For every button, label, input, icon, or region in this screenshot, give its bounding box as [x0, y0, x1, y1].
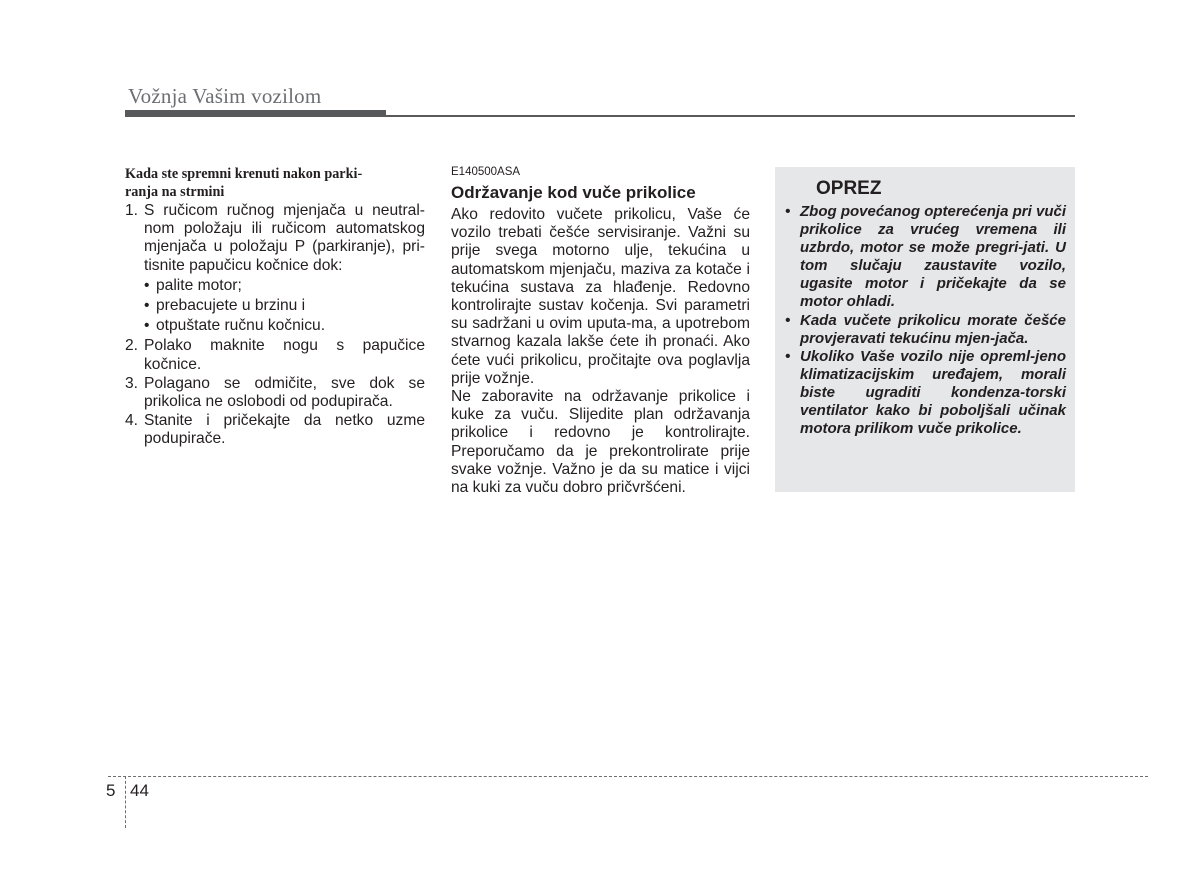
page-header-title: Vožnja Vašim vozilom	[128, 84, 322, 108]
step-item	[125, 412, 425, 448]
subheading-line: ranja na strmini	[125, 184, 225, 200]
caution-item-text: Zbog povećanog opterećenja pri vuči prikolice za vrućeg vremena ili uzbrdo, motor se može pregri-jati. U tom slučaju zaustavite vozilo, ugasite motor i pričekajte da se motor ohladi.	[800, 203, 1066, 311]
caution-item	[785, 203, 1066, 312]
step-text: S ručicom ručnog mjenjača u neutral-nom položaju ili ručicom automatskog mjenjača u položaju P (parkiranje), pri-tisnite papučicu kočnice dok:	[144, 202, 425, 274]
footer-divider	[125, 776, 126, 828]
step-text: Stanite i pričekajte da netko uzme podupirače.	[144, 412, 425, 448]
caution-title: OPREZ	[816, 178, 882, 199]
middle-column	[451, 165, 750, 497]
sub-list-item	[144, 317, 425, 335]
page-number: 44	[130, 781, 149, 800]
subheading-line: Kada ste spremni krenuti nakon parki-	[125, 166, 363, 182]
footer-rule	[108, 776, 1148, 777]
header-bar	[125, 110, 386, 117]
sub-list-item	[144, 277, 425, 295]
bullet-icon: •	[144, 297, 150, 315]
bullet-icon: •	[785, 203, 791, 220]
chapter-number: 5	[106, 781, 116, 800]
step-number: 3.	[125, 374, 139, 392]
caution-item-text: Ukoliko Vaše vozilo nije opreml-jeno klimatizacijskim uređajem, morali biste ugraditi kondenza-torski ventilator kako bi poboljšali učinak motora prilikom vuče prikolice.	[800, 347, 1066, 438]
sub-list-item	[144, 297, 425, 315]
bullet-icon: •	[785, 347, 791, 365]
step-item	[125, 375, 425, 411]
sub-item-text: palite motor;	[156, 276, 242, 294]
header-rule	[386, 115, 1075, 117]
sub-item-text: otpuštate ručnu kočnicu.	[156, 317, 326, 335]
step-number: 1.	[125, 202, 139, 219]
section-title: Održavanje kod vuče prikolice	[451, 183, 696, 202]
caution-list	[785, 203, 1066, 438]
step-number: 4.	[125, 412, 139, 430]
sub-item-text: prebacujete u brzinu i	[156, 297, 306, 315]
caution-item-text: Kada vučete prikolicu morate češće provjeravati tekućinu mjen-jača.	[800, 311, 1066, 347]
bullet-icon: •	[144, 276, 150, 294]
section-subheading	[125, 165, 425, 201]
step-text: Polako maknite nogu s papučice kočnice.	[144, 337, 425, 373]
bullet-icon: •	[785, 311, 791, 329]
left-column	[125, 165, 425, 449]
section-code: E140500ASA	[451, 166, 521, 178]
step-item	[125, 337, 425, 373]
caution-item	[785, 348, 1066, 438]
caution-box	[775, 167, 1075, 492]
sub-list	[125, 277, 425, 336]
step-text: Polagano se odmičite, sve dok se prikolica ne oslobodi od podupirača.	[144, 374, 425, 411]
step-number: 2.	[125, 337, 139, 355]
bullet-icon: •	[144, 317, 150, 335]
step-item	[125, 202, 425, 275]
body-paragraph: Ne zaboravite na održavanje prikolice i kuke za vuču. Slijedite plan održavanja prikolice i redovno je kontrolirajte. Preporučamo da je prekontrolirate prije svake vožnje. Važno je da su matice i vijci na kuki za vuču dobro pričvršćeni.	[451, 388, 750, 497]
body-paragraph: Ako redovito vučete prikolicu, Vaše će vozilo trebati češće servisiranje. Važni su prije svega motorno ulje, tekućina u automatskom mjenjaču, maziva za kotače i tekućina sustava za hlađenje. Redovno kontrolirajte sustav kočenja. Svi parametri su sadržani u ovim uputa-ma, a upotrebom stvarnog kazala lakše ćete ih pronaći. Ako ćete vući prikolicu, pročitajte ova poglavlja prije vožnje.	[451, 206, 750, 387]
caution-item	[785, 312, 1066, 348]
